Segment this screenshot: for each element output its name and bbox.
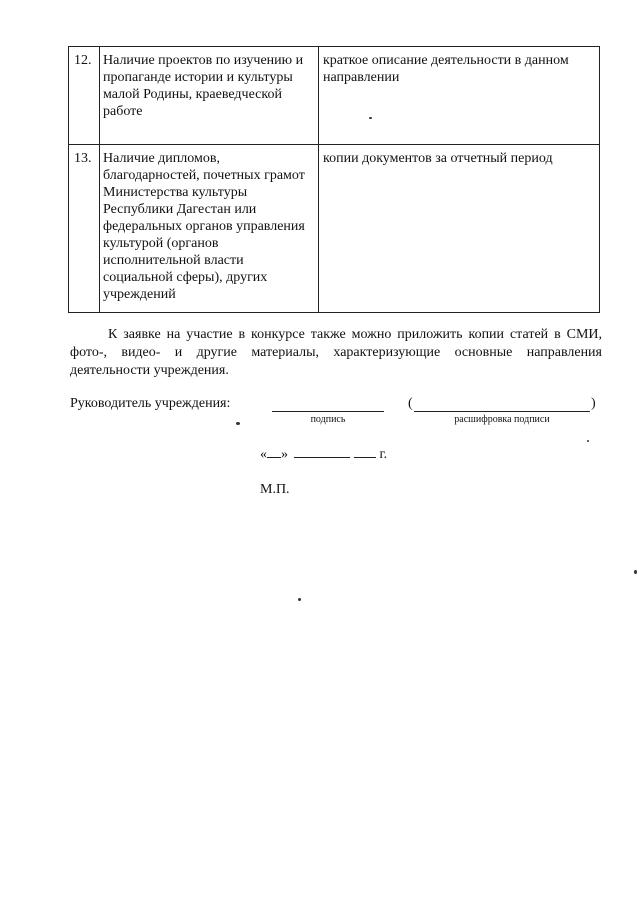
paren-open: ( (408, 396, 413, 411)
stamp-place: М.П. (260, 482, 290, 497)
name-decoding-caption: расшифровка подписи (454, 414, 550, 425)
signature-label: Руководитель учреждения: (70, 396, 231, 411)
criteria-table-container (68, 46, 600, 313)
row-number: 13. (69, 145, 100, 313)
criteria-table (68, 46, 600, 313)
table-row (69, 145, 600, 313)
documents-cell: копии документов за отчетный период (319, 145, 600, 313)
date-year-suffix: г. (379, 447, 388, 462)
scan-speck (369, 117, 372, 119)
name-decoding-field[interactable] (414, 411, 590, 412)
scan-speck (634, 570, 637, 574)
paren-close: ) (591, 396, 596, 411)
table-row (69, 47, 600, 145)
scan-speck (236, 422, 240, 425)
signature-field[interactable] (272, 411, 384, 412)
date-year-field[interactable] (354, 446, 376, 458)
date-close-quote: » (281, 447, 288, 462)
scan-speck (587, 440, 589, 442)
date-open-quote: « (260, 447, 267, 462)
date-line (260, 446, 387, 463)
date-month-field[interactable] (294, 446, 350, 458)
date-day-field[interactable] (267, 446, 281, 458)
row-number: 12. (69, 47, 100, 145)
documents-cell: краткое описание деятельности в данном направлении (319, 47, 600, 145)
criterion-cell: Наличие проектов по изучению и пропаганде истории и культуры малой Родины, краеведческой работе (100, 47, 319, 145)
criterion-cell: Наличие дипломов, благодарностей, почетных грамот Министерства культуры Республики Дагестан или федеральных органов управления культурой (органов исполнительной власти социальной сферы), других учреждений (100, 145, 319, 313)
scan-speck (298, 598, 301, 601)
signature-caption: подпись (310, 414, 346, 425)
attachment-note: К заявке на участие в конкурсе также можно приложить копии статей в СМИ, фото-, видео- и другие материалы, характеризующие основные направления деятельности учреждения. (70, 327, 602, 378)
